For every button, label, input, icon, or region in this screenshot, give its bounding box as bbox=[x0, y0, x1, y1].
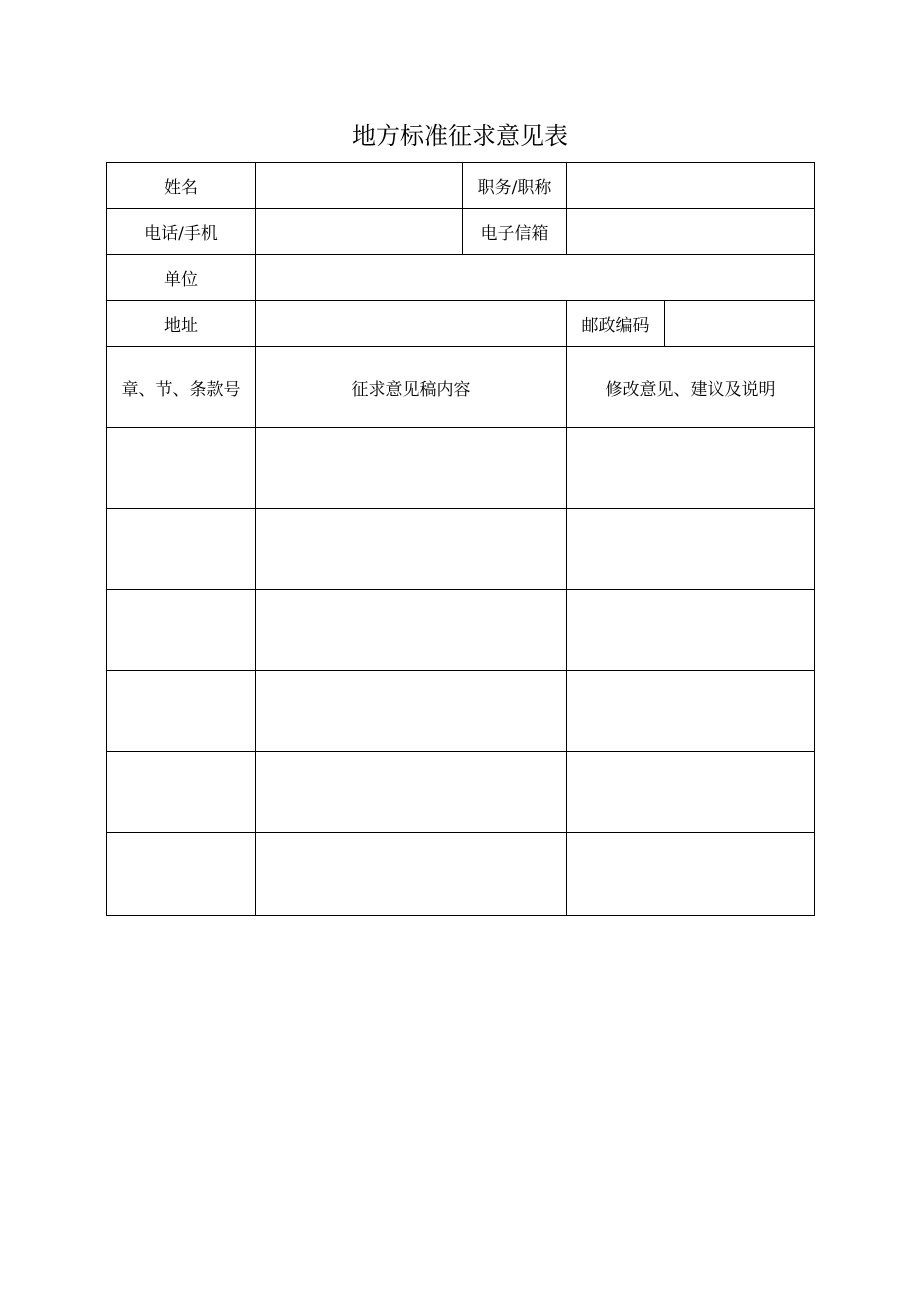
table-row bbox=[107, 509, 815, 590]
suggestion-column-header: 修改意见、建议及说明 bbox=[567, 347, 815, 428]
unit-label: 单位 bbox=[107, 255, 256, 301]
suggestion-cell[interactable] bbox=[567, 590, 815, 671]
position-label: 职务/职称 bbox=[463, 163, 567, 209]
position-field[interactable] bbox=[567, 163, 815, 209]
content-cell[interactable] bbox=[256, 590, 567, 671]
page-title: 地方标准征求意见表 bbox=[352, 122, 568, 150]
content-cell[interactable] bbox=[256, 428, 567, 509]
content-cell[interactable] bbox=[256, 671, 567, 752]
unit-row bbox=[107, 255, 815, 301]
name-label: 姓名 bbox=[107, 163, 256, 209]
content-cell[interactable] bbox=[256, 509, 567, 590]
table-row bbox=[107, 752, 815, 833]
clause-cell[interactable] bbox=[107, 590, 256, 671]
table-row bbox=[107, 590, 815, 671]
opinion-form-table bbox=[106, 162, 815, 916]
phone-label: 电话/手机 bbox=[107, 209, 256, 255]
suggestion-cell[interactable] bbox=[567, 833, 815, 916]
clause-column-header: 章、节、条款号 bbox=[107, 347, 256, 428]
address-label: 地址 bbox=[107, 301, 256, 347]
phone-row bbox=[107, 209, 815, 255]
address-field[interactable] bbox=[256, 301, 567, 347]
unit-field[interactable] bbox=[256, 255, 815, 301]
table-row bbox=[107, 671, 815, 752]
suggestion-cell[interactable] bbox=[567, 428, 815, 509]
phone-field[interactable] bbox=[256, 209, 463, 255]
table-row bbox=[107, 428, 815, 509]
column-header-row bbox=[107, 347, 815, 428]
suggestion-cell[interactable] bbox=[567, 671, 815, 752]
clause-cell[interactable] bbox=[107, 752, 256, 833]
content-column-header: 征求意见稿内容 bbox=[256, 347, 567, 428]
email-label: 电子信箱 bbox=[463, 209, 567, 255]
suggestion-cell[interactable] bbox=[567, 752, 815, 833]
clause-cell[interactable] bbox=[107, 428, 256, 509]
table-row bbox=[107, 833, 815, 916]
clause-cell[interactable] bbox=[107, 833, 256, 916]
clause-cell[interactable] bbox=[107, 671, 256, 752]
content-cell[interactable] bbox=[256, 833, 567, 916]
name-row bbox=[107, 163, 815, 209]
postcode-field[interactable] bbox=[665, 301, 815, 347]
address-row bbox=[107, 301, 815, 347]
email-field[interactable] bbox=[567, 209, 815, 255]
suggestion-cell[interactable] bbox=[567, 509, 815, 590]
name-field[interactable] bbox=[256, 163, 463, 209]
postcode-label: 邮政编码 bbox=[567, 301, 665, 347]
content-cell[interactable] bbox=[256, 752, 567, 833]
clause-cell[interactable] bbox=[107, 509, 256, 590]
